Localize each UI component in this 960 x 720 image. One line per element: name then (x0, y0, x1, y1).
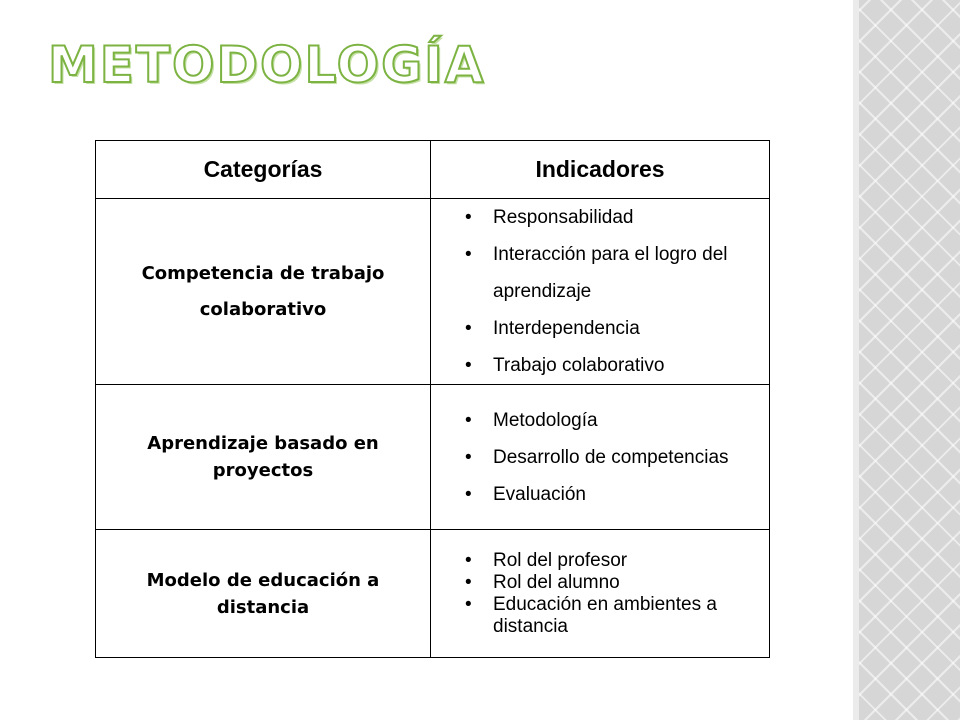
table-row (96, 199, 770, 385)
indicator-item: • Rol del profesor (457, 550, 769, 572)
category-label: Aprendizaje basado en proyectos (147, 433, 379, 481)
indicator-item: • Metodología (457, 402, 769, 439)
indicator-item: • Evaluación (457, 476, 769, 513)
indicator-item: • Educación en ambientes a distancia (457, 594, 769, 638)
category-label: Competencia de trabajo colaborativo (141, 262, 385, 320)
indicators-cell (431, 199, 770, 385)
header-indicators: Indicadores (431, 141, 770, 199)
indicators-cell (431, 385, 770, 530)
indicator-item: • Rol del alumno (457, 572, 769, 594)
header-categories: Categorías (96, 141, 431, 199)
decorative-side-panel (853, 0, 960, 720)
indicators-cell (431, 530, 770, 658)
category-cell (96, 530, 431, 658)
indicator-list (457, 199, 769, 384)
indicator-list (457, 550, 769, 638)
table-row (96, 385, 770, 530)
category-label: Modelo de educación a distancia (146, 569, 380, 618)
table-header-row (96, 141, 770, 199)
indicator-item: • Trabajo colaborativo (457, 347, 769, 384)
indicator-item: • Interdependencia (457, 310, 769, 347)
indicator-item: • Interacción para el logro del aprendizaje (457, 236, 769, 310)
indicator-item: • Desarrollo de competencias (457, 439, 769, 476)
methodology-table (95, 140, 770, 658)
table-row (96, 530, 770, 658)
category-cell (96, 385, 431, 530)
category-cell (96, 199, 431, 385)
slide-title: METODOLOGÍA (48, 36, 486, 94)
indicator-list (457, 402, 769, 513)
indicator-item: • Responsabilidad (457, 199, 769, 236)
